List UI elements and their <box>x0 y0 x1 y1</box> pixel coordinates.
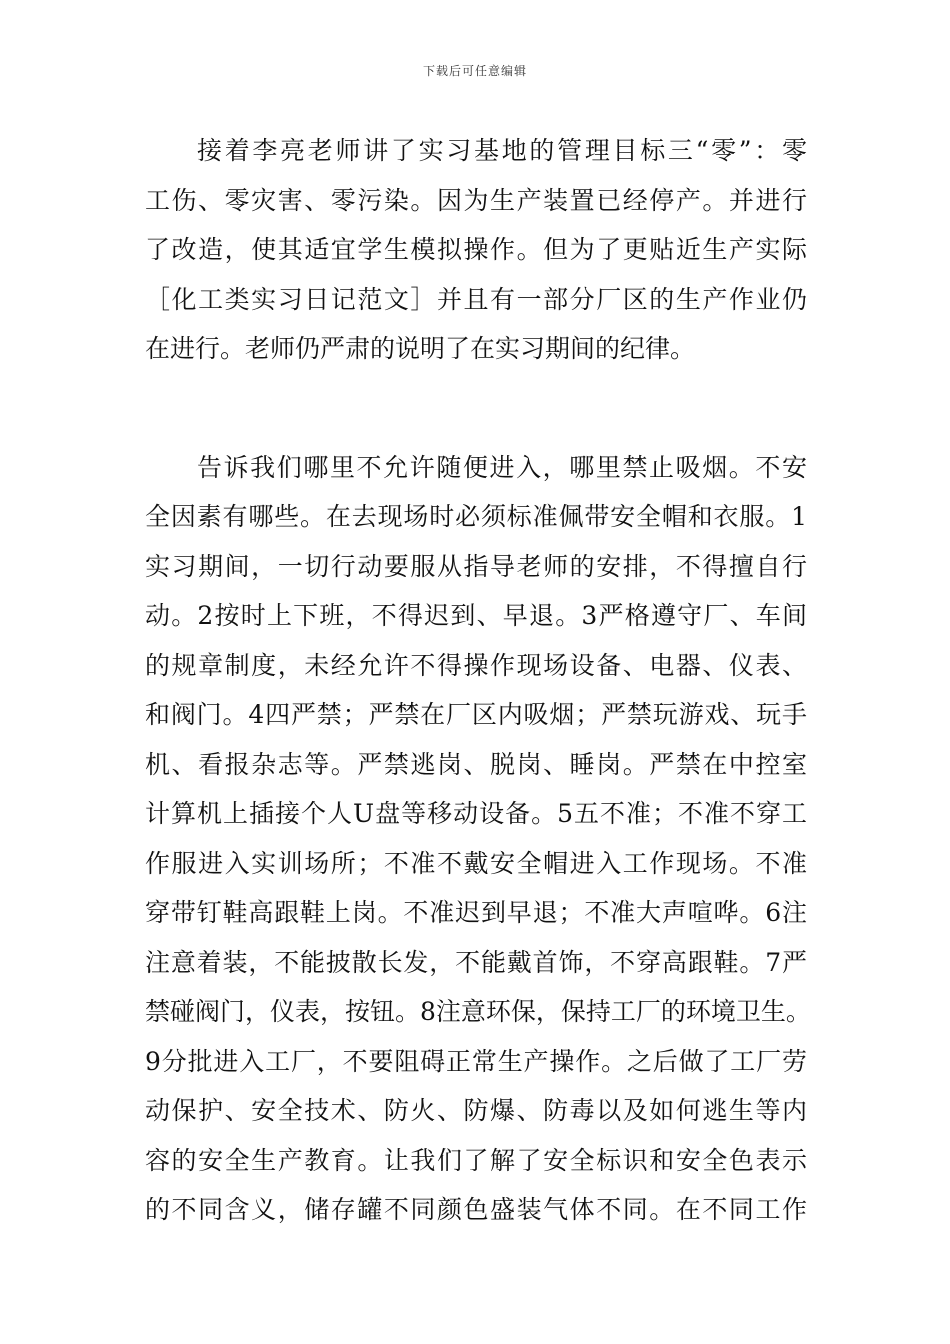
text-line: 的规章制度，未经允许不得操作现场设备、电器、仪表、 <box>145 650 807 680</box>
text-line: ［化工类实习日记范文］并且有一部分厂区的生产作业仍 <box>145 284 807 314</box>
paragraph-1 <box>145 126 807 374</box>
document-body <box>145 126 811 1235</box>
text-line: 作服进入实训场所；不准不戴安全帽进入工作现场。不准 <box>145 848 807 878</box>
paragraph-2 <box>145 443 811 1235</box>
text-line: 接着李亮老师讲了实习基地的管理目标三“零”：零 <box>197 136 807 165</box>
text-line: 告诉我们哪里不允许随便进入，哪里禁止吸烟。不安 <box>197 452 807 482</box>
text-line: 和阀门。4四严禁；严禁在厂区内吸烟；严禁玩游戏、玩手 <box>145 700 807 729</box>
text-line: 9分批进入工厂，不要阻碍正常生产操作。之后做了工厂劳 <box>145 1046 807 1076</box>
text-line: 的不同含义，储存罐不同颜色盛装气体不同。在不同工作 <box>145 1195 807 1224</box>
text-line: 容的安全生产教育。让我们了解了安全标识和安全色表示 <box>145 1145 807 1175</box>
text-line: 动保护、安全技术、防火、防爆、防毒以及如何逃生等内 <box>145 1096 807 1125</box>
text-line: 机、看报杂志等。严禁逃岗、脱岗、睡岗。严禁在中控室 <box>145 749 807 779</box>
text-line: 在进行。老师仍严肃的说明了在实习期间的纪律。 <box>145 334 696 363</box>
text-line: 禁碰阀门，仪表，按钮。8注意环保，保持工厂的环境卫生。 <box>145 997 811 1026</box>
text-line: 工伤、零灾害、零污染。因为生产装置已经停产。并进行 <box>145 185 807 215</box>
text-line: 实习期间，一切行动要服从指导老师的安排，不得擅自行 <box>145 551 807 581</box>
text-line: 计算机上插接个人U盘等移动设备。5五不准；不准不穿工 <box>145 799 807 828</box>
text-line: 全因素有哪些。在去现场时必须标准佩带安全帽和衣服。1 <box>145 502 807 531</box>
paragraph-spacer <box>145 374 807 443</box>
text-line: 了改造，使其适宜学生模拟操作。但为了更贴近生产实际 <box>145 235 807 264</box>
text-line: 动。2按时上下班，不得迟到、早退。3严格遵守厂、车间 <box>145 601 807 630</box>
page-header-note: 下载后可任意编辑 <box>422 64 527 78</box>
text-line: 注意着装，不能披散长发，不能戴首饰，不穿高跟鞋。7严 <box>145 947 807 977</box>
text-line: 穿带钉鞋高跟鞋上岗。不准迟到早退；不准大声喧哗。6注 <box>145 898 807 927</box>
